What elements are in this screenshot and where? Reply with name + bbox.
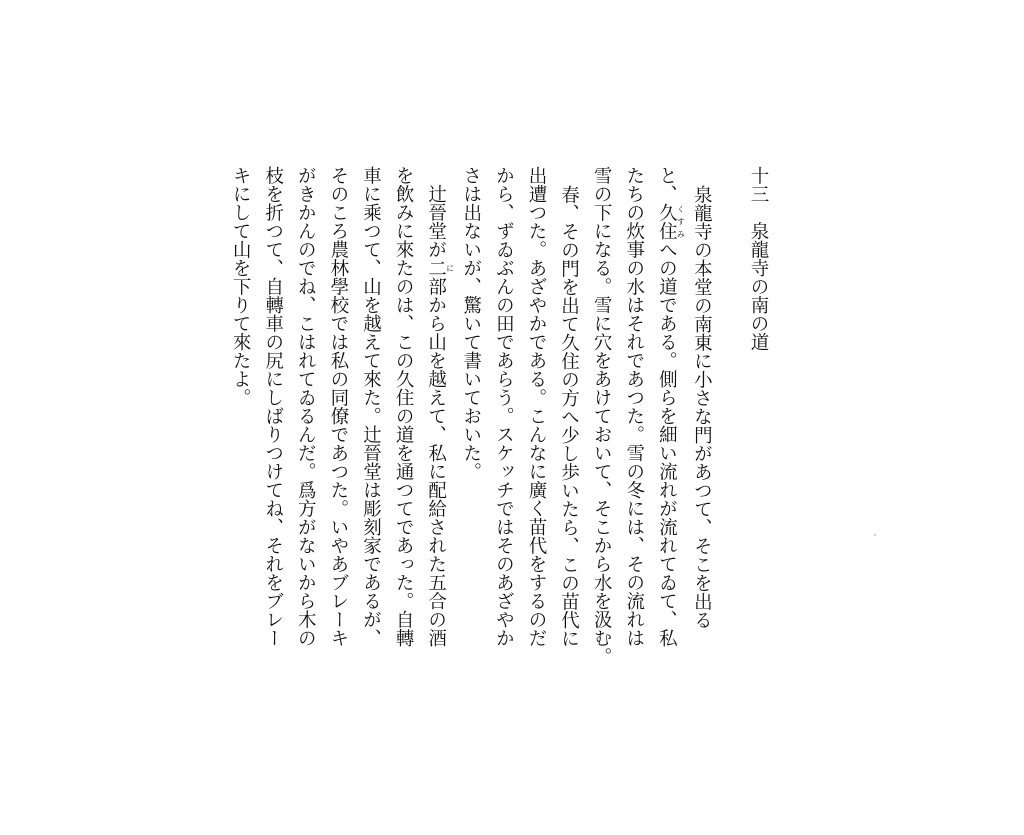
text-line: さは出ないが、驚いて書いておいた。 — [460, 166, 482, 481]
text-line: 枝を折つて、自轉車の尻にしばりつけてね、それをブレー — [262, 166, 284, 647]
ruby-annotation — [425, 258, 455, 278]
text-line: 出遭つた。あざやかである。こんなに廣く苗代をするのだ — [525, 166, 547, 647]
ruby-reading: くすみ — [676, 203, 686, 240]
text-segment: と、 — [656, 166, 678, 203]
text-line: 泉龍寺の本堂の南東に小さな門があつて、そこを出る — [691, 184, 713, 629]
section-heading: 十三 泉龍寺の南の道 — [748, 166, 769, 351]
text-line: キにして山を下りて來たよ。 — [230, 166, 252, 407]
text-segment: 辻晉堂が — [425, 166, 447, 259]
text-line: 雪の下になる。雪に穴をあけておいて、そこから水を汲む。 — [591, 166, 613, 666]
heading-spacer — [717, 166, 731, 666]
scan-speck — [874, 534, 876, 536]
text-line: がきかんのでね、こはれてゐるんだ。爲方がないから木の — [295, 166, 317, 647]
vertical-text-body — [224, 166, 775, 666]
text-line — [650, 166, 685, 666]
ruby-annotation — [656, 203, 686, 240]
text-line: そのころ農林學校では私の同僚であつた。いやあブレーキ — [327, 166, 349, 647]
text-segment: 部から山を越えて、私に配給された五合の酒 — [425, 277, 447, 647]
ruby-base: 二 — [425, 258, 447, 277]
text-line — [419, 166, 454, 666]
text-line: たちの炊事の水はそれであつた。雪の冬には、その流れは — [623, 166, 645, 647]
text-segment: への道である。側らを細い流れが流れてゐて、私 — [656, 240, 678, 647]
ruby-reading: に — [445, 258, 455, 277]
text-line: 春、その門を出て久住の方へ少し歩いたら、この苗代に — [558, 184, 580, 647]
text-line: から、ずゐぶんの田であらう。スケッチではそのあざやか — [493, 166, 515, 647]
text-line: 車に乘つて、山を越えて來た。辻晉堂は彫刻家であるが、 — [360, 166, 382, 647]
text-line: を飲みに來たのは、この久住の道を通つてであった。自轉 — [393, 166, 415, 647]
ruby-base: 久住 — [656, 203, 678, 240]
